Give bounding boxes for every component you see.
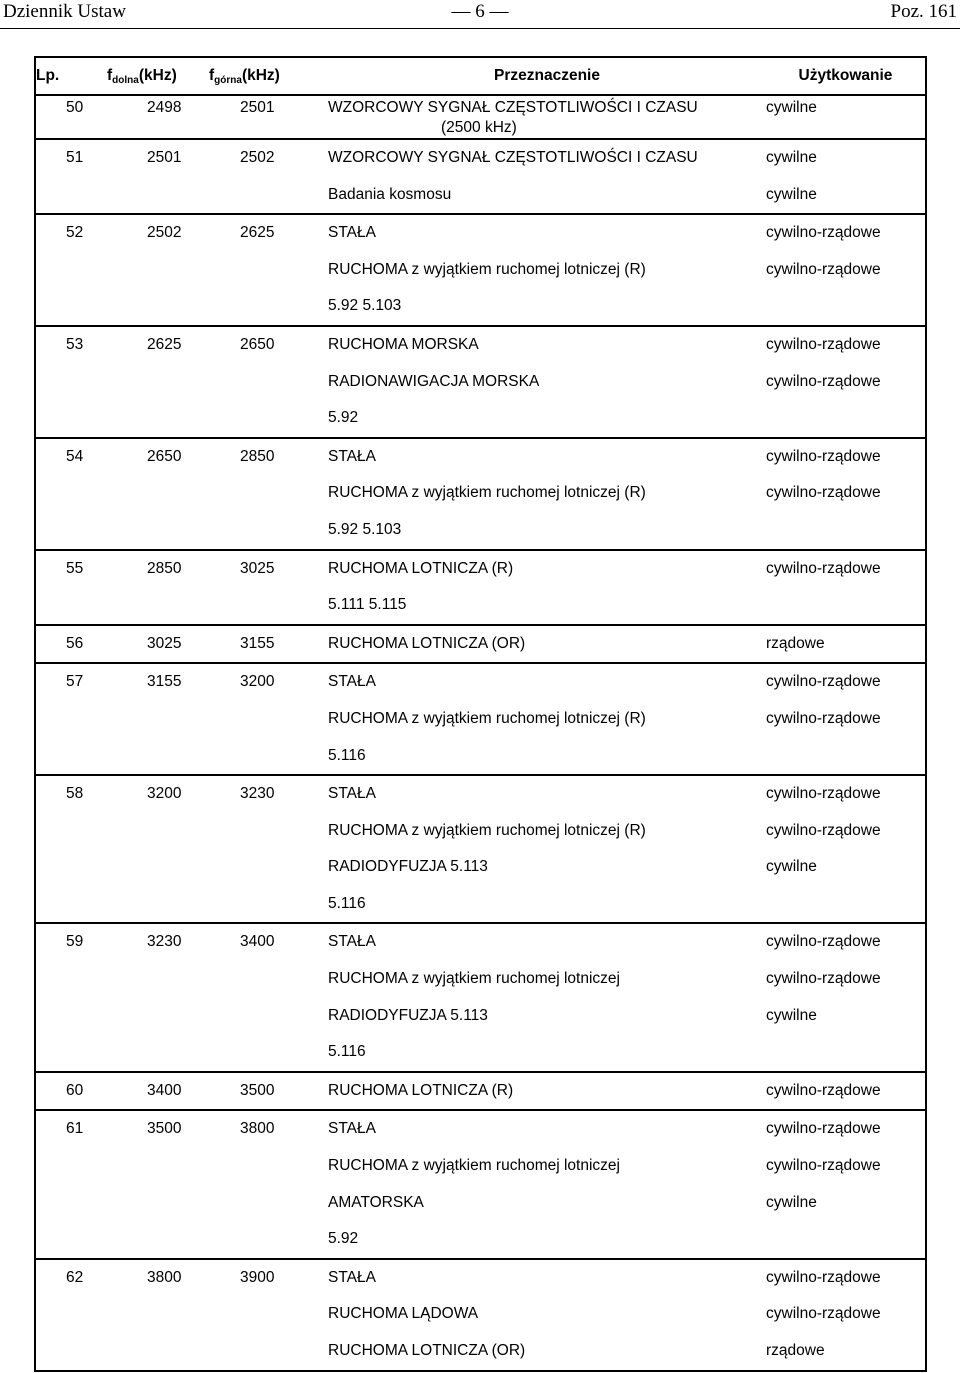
cell-uzytkowanie bbox=[766, 1034, 926, 1072]
cell-f-gorna-empty bbox=[209, 961, 328, 998]
table-row bbox=[35, 139, 926, 214]
cell-f-gorna-empty bbox=[209, 738, 328, 776]
cell-przeznaczenie: 5.92 bbox=[328, 1230, 359, 1248]
cell-uzytkowanie: cywilno-rządowe bbox=[766, 1268, 881, 1286]
cell-uzytkowanie: cywilno-rządowe bbox=[766, 1081, 881, 1099]
cell-przeznaczenie: RUCHOMA MORSKA bbox=[328, 335, 479, 353]
cell-przeznaczenie: 5.92 5.103 bbox=[328, 297, 402, 315]
row-line bbox=[35, 813, 926, 850]
row-line bbox=[35, 1072, 926, 1111]
row-line bbox=[35, 1110, 926, 1148]
cell-f-dolna-empty bbox=[107, 849, 209, 886]
cell-uzytkowanie: cywilno-rządowe bbox=[766, 260, 881, 278]
cell-lp-empty bbox=[35, 364, 107, 401]
cell-uzytkowanie: cywilno-rządowe bbox=[766, 447, 881, 465]
cell-przeznaczenie: STAŁA bbox=[328, 933, 376, 951]
cell-f-gorna-empty bbox=[209, 813, 328, 850]
header-rule bbox=[0, 28, 960, 29]
cell-f-dolna-empty bbox=[107, 475, 209, 512]
purpose-line-2: (2500 kHz) bbox=[441, 119, 517, 136]
row-line bbox=[35, 775, 926, 813]
position-number: Poz. 161 bbox=[890, 1, 957, 22]
row-line bbox=[35, 438, 926, 476]
cell-przeznaczenie: 5.111 5.115 bbox=[328, 596, 407, 614]
row-line bbox=[35, 1259, 926, 1297]
cell-f-dolna-empty bbox=[107, 1221, 209, 1259]
cell-przeznaczenie: RUCHOMA LOTNICZA (R) bbox=[328, 1081, 514, 1099]
header-f-gorna: $f_{górna}(kHz)$ bbox=[209, 66, 280, 86]
cell-f-dolna: 2501 bbox=[147, 149, 182, 166]
cell-f-dolna: 2650 bbox=[147, 447, 182, 465]
cell-f-dolna-empty bbox=[107, 886, 209, 924]
cell-f-dolna: 3800 bbox=[147, 1268, 182, 1286]
cell-f-gorna: 3025 bbox=[240, 559, 275, 577]
row-line bbox=[35, 1185, 926, 1222]
row-line bbox=[35, 1333, 926, 1371]
table-row bbox=[35, 1110, 926, 1258]
cell-f-gorna-empty bbox=[209, 1185, 328, 1222]
row-line bbox=[35, 886, 926, 924]
cell-przeznaczenie: RADIODYFUZJA 5.113 bbox=[328, 858, 488, 876]
cell-f-gorna-empty bbox=[209, 1333, 328, 1371]
cell-przeznaczenie: STAŁA bbox=[328, 785, 376, 803]
cell-f-dolna-empty bbox=[107, 738, 209, 776]
cell-lp-empty bbox=[35, 886, 107, 924]
cell-lp-empty bbox=[35, 849, 107, 886]
page-number: — 6 — bbox=[451, 1, 509, 22]
row-line bbox=[35, 961, 926, 998]
cell-uzytkowanie: rządowe bbox=[766, 634, 825, 652]
table-row bbox=[35, 95, 926, 139]
cell-uzytkowanie bbox=[766, 1221, 926, 1259]
cell-uzytkowanie: cywilno-rządowe bbox=[766, 709, 881, 727]
cell-uzytkowanie: cywilno-rządowe bbox=[766, 673, 881, 691]
cell-uzytkowanie: rządowe bbox=[766, 1342, 825, 1359]
table-row bbox=[35, 1072, 926, 1111]
cell-f-dolna-empty bbox=[107, 364, 209, 401]
row-line bbox=[35, 326, 926, 364]
cell-uzytkowanie bbox=[766, 738, 926, 776]
row-line bbox=[35, 587, 926, 625]
cell-przeznaczenie: STAŁA bbox=[328, 1268, 376, 1286]
cell-f-gorna: 3230 bbox=[240, 785, 275, 803]
cell-przeznaczenie: STAŁA bbox=[328, 224, 376, 242]
row-line bbox=[35, 849, 926, 886]
cell-f-gorna: 3800 bbox=[240, 1120, 275, 1138]
header-f-dolna: $f_{dolna}(kHz)$ bbox=[107, 66, 177, 86]
header-lp: Lp. bbox=[36, 67, 60, 84]
cell-f-gorna: 2850 bbox=[240, 447, 275, 465]
table-row bbox=[35, 775, 926, 923]
cell-f-dolna: 2498 bbox=[147, 99, 182, 116]
cell-przeznaczenie: RUCHOMA LĄDOWA bbox=[328, 1305, 479, 1323]
cell-uzytkowanie bbox=[766, 400, 926, 438]
frequency-allocation-table bbox=[34, 56, 927, 1372]
table-row bbox=[35, 923, 926, 1071]
cell-lp-empty bbox=[35, 177, 107, 215]
cell-lp: 57 bbox=[66, 673, 84, 691]
cell-f-gorna-empty bbox=[209, 849, 328, 886]
cell-f-dolna-empty bbox=[107, 961, 209, 998]
cell-uzytkowanie: cywilno-rządowe bbox=[766, 785, 881, 803]
cell-uzytkowanie bbox=[766, 886, 926, 924]
cell-uzytkowanie: cywilne bbox=[766, 1006, 817, 1024]
row-line bbox=[35, 663, 926, 701]
cell-uzytkowanie: cywilno-rządowe bbox=[766, 1120, 881, 1138]
cell-lp: 60 bbox=[66, 1081, 84, 1099]
cell-f-gorna-empty bbox=[209, 1148, 328, 1185]
row-line bbox=[35, 252, 926, 289]
cell-przeznaczenie: RADIONAWIGACJA MORSKA bbox=[328, 372, 540, 390]
cell-f-gorna-empty bbox=[209, 288, 328, 326]
cell-lp-empty bbox=[35, 512, 107, 550]
cell-uzytkowanie: cywilno-rządowe bbox=[766, 933, 881, 951]
cell-f-gorna-empty bbox=[209, 400, 328, 438]
cell-przeznaczenie: 5.116 bbox=[328, 894, 366, 912]
row-line bbox=[35, 1221, 926, 1259]
cell-f-dolna-empty bbox=[107, 998, 209, 1035]
cell-lp: 62 bbox=[66, 1268, 84, 1286]
cell-f-gorna-empty bbox=[209, 587, 328, 625]
cell-f-dolna: 3400 bbox=[147, 1081, 182, 1099]
cell-lp-empty bbox=[35, 701, 107, 738]
table-row bbox=[35, 214, 926, 326]
cell-f-dolna: 3230 bbox=[147, 933, 182, 951]
cell-f-dolna: 2502 bbox=[147, 224, 182, 242]
cell-uzytkowanie: cywilne bbox=[766, 1193, 817, 1211]
cell-lp: 50 bbox=[66, 99, 84, 116]
cell-przeznaczenie: RADIODYFUZJA 5.113 bbox=[328, 1006, 488, 1024]
cell-f-gorna: 2501 bbox=[240, 99, 275, 116]
cell-lp-empty bbox=[35, 1034, 107, 1072]
cell-f-dolna: 3500 bbox=[147, 1120, 182, 1138]
cell-lp: 56 bbox=[66, 634, 84, 652]
cell-lp-empty bbox=[35, 252, 107, 289]
cell-uzytkowanie: cywilno-rządowe bbox=[766, 1157, 881, 1175]
cell-uzytkowanie: cywilne bbox=[766, 858, 817, 876]
cell-uzytkowanie: cywilne bbox=[766, 149, 817, 166]
row-line bbox=[35, 288, 926, 326]
cell-lp-empty bbox=[35, 1148, 107, 1185]
cell-f-gorna-empty bbox=[209, 998, 328, 1035]
cell-f-dolna-empty bbox=[107, 288, 209, 326]
row-line bbox=[35, 364, 926, 401]
cell-uzytkowanie: cywilno-rządowe bbox=[766, 372, 881, 390]
table-row bbox=[35, 438, 926, 550]
cell-przeznaczenie: 5.92 bbox=[328, 409, 359, 427]
page-header bbox=[0, 0, 960, 30]
cell-f-gorna-empty bbox=[209, 177, 328, 215]
cell-f-gorna-empty bbox=[209, 701, 328, 738]
cell-lp-empty bbox=[35, 1185, 107, 1222]
cell-przeznaczenie: RUCHOMA z wyjątkiem ruchomej lotniczej (R) bbox=[328, 821, 646, 839]
cell-f-dolna: 3025 bbox=[147, 634, 182, 652]
purpose-line-1: WZORCOWY SYGNAŁ CZĘSTOTLIWOŚCI I CZASU bbox=[328, 99, 698, 116]
cell-lp: 59 bbox=[66, 933, 84, 951]
cell-lp: 61 bbox=[66, 1120, 84, 1138]
row-line bbox=[35, 400, 926, 438]
cell-f-dolna-empty bbox=[107, 177, 209, 215]
row-line bbox=[35, 1296, 926, 1333]
cell-f-dolna: 2625 bbox=[147, 335, 182, 353]
table-row bbox=[35, 663, 926, 775]
cell-f-dolna-empty bbox=[107, 252, 209, 289]
cell-uzytkowanie: cywilne bbox=[766, 99, 817, 116]
cell-f-gorna: 2502 bbox=[240, 149, 275, 166]
cell-lp-empty bbox=[35, 475, 107, 512]
cell-f-gorna-empty bbox=[209, 1221, 328, 1259]
row-line bbox=[35, 177, 926, 215]
cell-f-dolna: 3200 bbox=[147, 785, 182, 803]
cell-f-gorna: 2650 bbox=[240, 335, 275, 353]
cell-lp-empty bbox=[35, 400, 107, 438]
cell-lp: 58 bbox=[66, 785, 84, 803]
row-line bbox=[35, 1034, 926, 1072]
row-line bbox=[35, 1148, 926, 1185]
cell-przeznaczenie: RUCHOMA LOTNICZA (OR) bbox=[328, 634, 526, 652]
cell-przeznaczenie: RUCHOMA LOTNICZA (OR) bbox=[328, 1342, 526, 1359]
cell-f-gorna: 3900 bbox=[240, 1268, 275, 1286]
cell-lp-empty bbox=[35, 813, 107, 850]
cell-f-dolna: 3155 bbox=[147, 673, 182, 691]
cell-lp: 52 bbox=[66, 224, 84, 242]
cell-lp-empty bbox=[35, 288, 107, 326]
cell-f-gorna-empty bbox=[209, 1034, 328, 1072]
row-line bbox=[35, 701, 926, 738]
cell-przeznaczenie: 5.116 bbox=[328, 1043, 366, 1061]
cell-f-gorna-empty bbox=[209, 886, 328, 924]
journal-title: Dziennik Ustaw bbox=[3, 1, 126, 22]
cell-f-gorna: 3200 bbox=[240, 673, 275, 691]
row-line bbox=[35, 95, 926, 139]
header-uzytkowanie: Użytkowanie bbox=[798, 67, 893, 84]
cell-f-gorna-empty bbox=[209, 1296, 328, 1333]
cell-przeznaczenie: RUCHOMA z wyjątkiem ruchomej lotniczej (R) bbox=[328, 260, 646, 278]
table-row bbox=[35, 1259, 926, 1371]
cell-lp: 53 bbox=[66, 335, 84, 353]
cell-uzytkowanie: cywilno-rządowe bbox=[766, 970, 881, 988]
cell-f-gorna-empty bbox=[209, 252, 328, 289]
cell-uzytkowanie: cywilno-rządowe bbox=[766, 1305, 881, 1323]
row-line bbox=[35, 214, 926, 252]
cell-f-dolna-empty bbox=[107, 587, 209, 625]
cell-uzytkowanie: cywilno-rządowe bbox=[766, 559, 881, 577]
cell-f-gorna-empty bbox=[209, 364, 328, 401]
cell-przeznaczenie: Badania kosmosu bbox=[328, 185, 452, 203]
cell-lp-empty bbox=[35, 738, 107, 776]
cell-lp-empty bbox=[35, 1221, 107, 1259]
row-line bbox=[35, 475, 926, 512]
cell-uzytkowanie: cywilno-rządowe bbox=[766, 484, 881, 502]
cell-uzytkowanie: cywilno-rządowe bbox=[766, 224, 881, 242]
cell-f-dolna-empty bbox=[107, 1034, 209, 1072]
cell-f-gorna-empty bbox=[209, 512, 328, 550]
cell-f-dolna-empty bbox=[107, 1333, 209, 1371]
cell-przeznaczenie: RUCHOMA z wyjątkiem ruchomej lotniczej bbox=[328, 1157, 620, 1175]
cell-f-dolna-empty bbox=[107, 1148, 209, 1185]
cell-przeznaczenie: RUCHOMA LOTNICZA (R) bbox=[328, 559, 514, 577]
cell-przeznaczenie: RUCHOMA z wyjątkiem ruchomej lotniczej (R) bbox=[328, 484, 646, 502]
cell-przeznaczenie: STAŁA bbox=[328, 447, 376, 465]
row-line bbox=[35, 139, 926, 177]
cell-f-gorna: 3500 bbox=[240, 1081, 275, 1099]
cell-przeznaczenie: STAŁA bbox=[328, 1120, 376, 1138]
cell-f-dolna-empty bbox=[107, 512, 209, 550]
cell-f-dolna-empty bbox=[107, 701, 209, 738]
cell-uzytkowanie bbox=[766, 512, 926, 550]
table-row bbox=[35, 625, 926, 664]
cell-przeznaczenie bbox=[328, 95, 766, 139]
cell-lp-empty bbox=[35, 587, 107, 625]
table-header-row bbox=[35, 57, 926, 95]
cell-lp-empty bbox=[35, 961, 107, 998]
row-line bbox=[35, 625, 926, 664]
cell-lp-empty bbox=[35, 1296, 107, 1333]
cell-lp: 55 bbox=[66, 559, 84, 577]
cell-uzytkowanie: cywilno-rządowe bbox=[766, 335, 881, 353]
row-line bbox=[35, 512, 926, 550]
cell-lp: 51 bbox=[66, 149, 84, 166]
cell-przeznaczenie: 5.92 5.103 bbox=[328, 520, 402, 538]
cell-lp-empty bbox=[35, 998, 107, 1035]
cell-lp: 54 bbox=[66, 447, 84, 465]
cell-uzytkowanie bbox=[766, 288, 926, 326]
table-row bbox=[35, 326, 926, 438]
cell-f-gorna: 3155 bbox=[240, 634, 275, 652]
cell-f-dolna-empty bbox=[107, 813, 209, 850]
cell-przeznaczenie: RUCHOMA z wyjątkiem ruchomej lotniczej bbox=[328, 970, 620, 988]
cell-przeznaczenie: STAŁA bbox=[328, 673, 376, 691]
cell-przeznaczenie: AMATORSKA bbox=[328, 1193, 424, 1211]
cell-f-dolna-empty bbox=[107, 1185, 209, 1222]
cell-przeznaczenie: RUCHOMA z wyjątkiem ruchomej lotniczej (R) bbox=[328, 709, 646, 727]
cell-przeznaczenie: 5.116 bbox=[328, 746, 366, 764]
row-line bbox=[35, 923, 926, 961]
cell-f-dolna: 2850 bbox=[147, 559, 182, 577]
row-line bbox=[35, 550, 926, 588]
cell-uzytkowanie bbox=[766, 587, 926, 625]
cell-f-gorna-empty bbox=[209, 475, 328, 512]
cell-przeznaczenie: WZORCOWY SYGNAŁ CZĘSTOTLIWOŚCI I CZASU bbox=[328, 149, 698, 166]
cell-f-dolna-empty bbox=[107, 1296, 209, 1333]
cell-f-gorna: 2625 bbox=[240, 224, 275, 242]
cell-uzytkowanie: cywilne bbox=[766, 185, 817, 203]
cell-uzytkowanie: cywilno-rządowe bbox=[766, 821, 881, 839]
cell-f-dolna-empty bbox=[107, 400, 209, 438]
row-line bbox=[35, 738, 926, 776]
header-przeznaczenie: Przeznaczenie bbox=[494, 67, 600, 84]
cell-lp-empty bbox=[35, 1333, 107, 1371]
row-line bbox=[35, 998, 926, 1035]
cell-f-gorna: 3400 bbox=[240, 933, 275, 951]
table-row bbox=[35, 550, 926, 625]
